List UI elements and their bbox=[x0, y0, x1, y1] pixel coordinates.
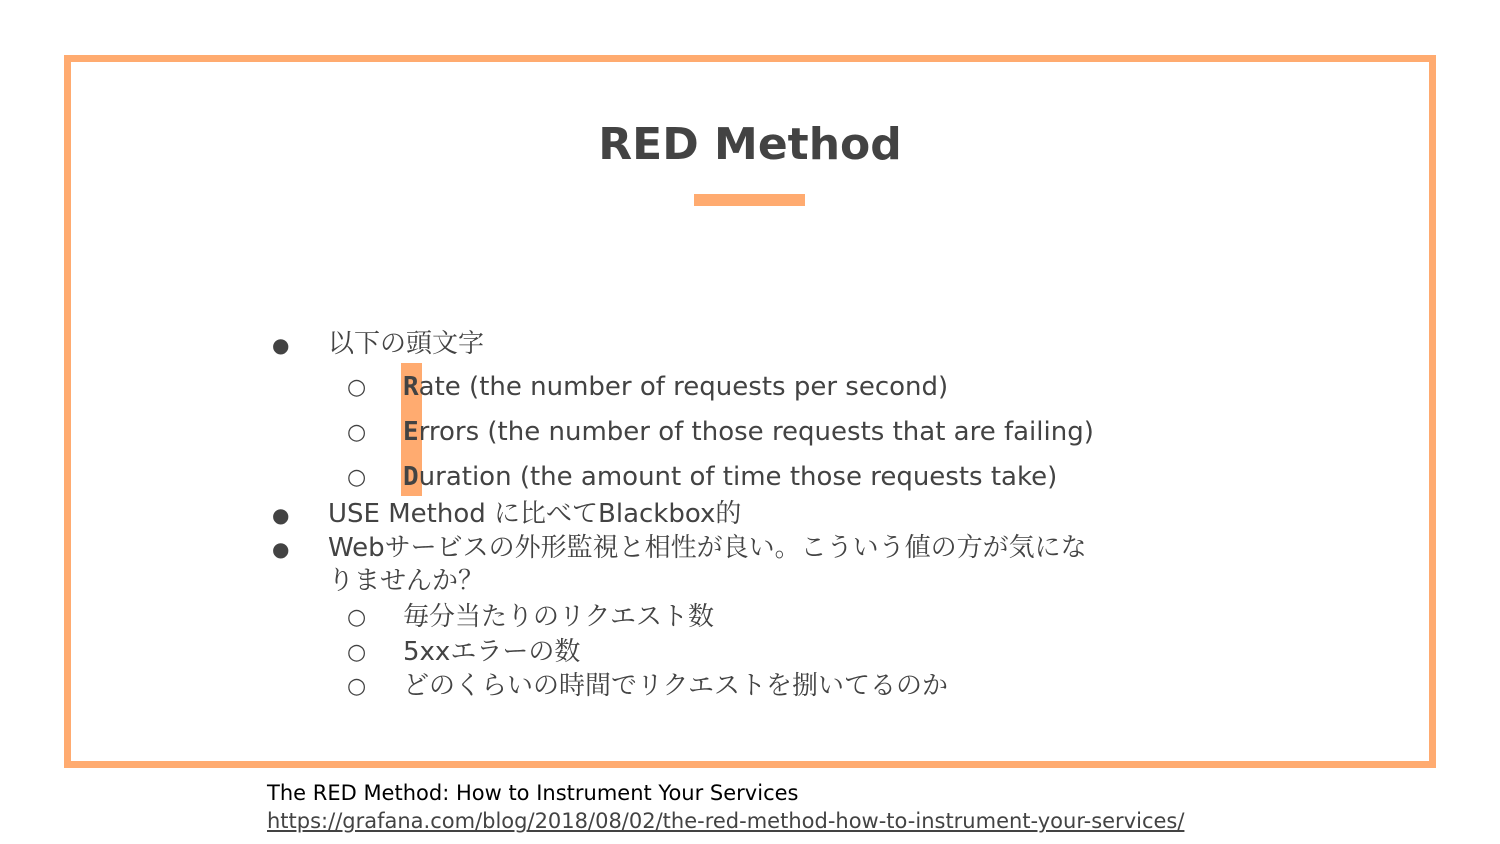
sub-item-requests-per-minute: 毎分当たりのリクエスト数 bbox=[403, 602, 714, 632]
sub-bullet-icon: ○ bbox=[347, 605, 367, 630]
bullet-icon: ● bbox=[272, 333, 290, 357]
red-rest: uration (the amount of time those requests take) bbox=[418, 462, 1058, 492]
sub-item-5xx-errors: 5xxエラーの数 bbox=[403, 637, 581, 667]
bullet-icon: ● bbox=[272, 537, 290, 561]
red-item-duration bbox=[403, 462, 1057, 492]
red-initial: D bbox=[403, 462, 419, 492]
bullet-icon: ● bbox=[272, 503, 290, 527]
sub-bullet-icon: ○ bbox=[347, 420, 367, 445]
reference-link[interactable]: https://grafana.com/blog/2018/08/02/the-red-method-how-to-instrument-your-services/ bbox=[267, 809, 1185, 833]
bullet-text-web-monitoring-cont: りませんか？ bbox=[328, 566, 485, 596]
bullet-text-initials: 以下の頭文字 bbox=[328, 329, 485, 359]
red-rest: rrors (the number of those requests that are failing) bbox=[418, 417, 1094, 447]
red-rest: ate (the number of requests per second) bbox=[418, 372, 949, 402]
title-underline bbox=[694, 194, 805, 206]
red-item-rate bbox=[403, 372, 948, 402]
sub-bullet-icon: ○ bbox=[347, 640, 367, 665]
reference-title: The RED Method: How to Instrument Your Services bbox=[267, 781, 799, 805]
red-initial: E bbox=[403, 417, 419, 447]
bullet-text-web-monitoring: Webサービスの外形監視と相性が良い。こういう値の方が気にな bbox=[328, 533, 1087, 563]
sub-bullet-icon: ○ bbox=[347, 465, 367, 490]
bullet-text-use-method: USE Method に比べてBlackbox的 bbox=[328, 499, 742, 529]
sub-item-request-duration: どのくらいの時間でリクエストを捌いてるのか bbox=[403, 671, 948, 701]
red-initial: R bbox=[403, 372, 419, 402]
sub-bullet-icon: ○ bbox=[347, 375, 367, 400]
sub-bullet-icon: ○ bbox=[347, 674, 367, 699]
slide-title: RED Method bbox=[598, 119, 902, 170]
red-item-errors bbox=[403, 417, 1094, 447]
